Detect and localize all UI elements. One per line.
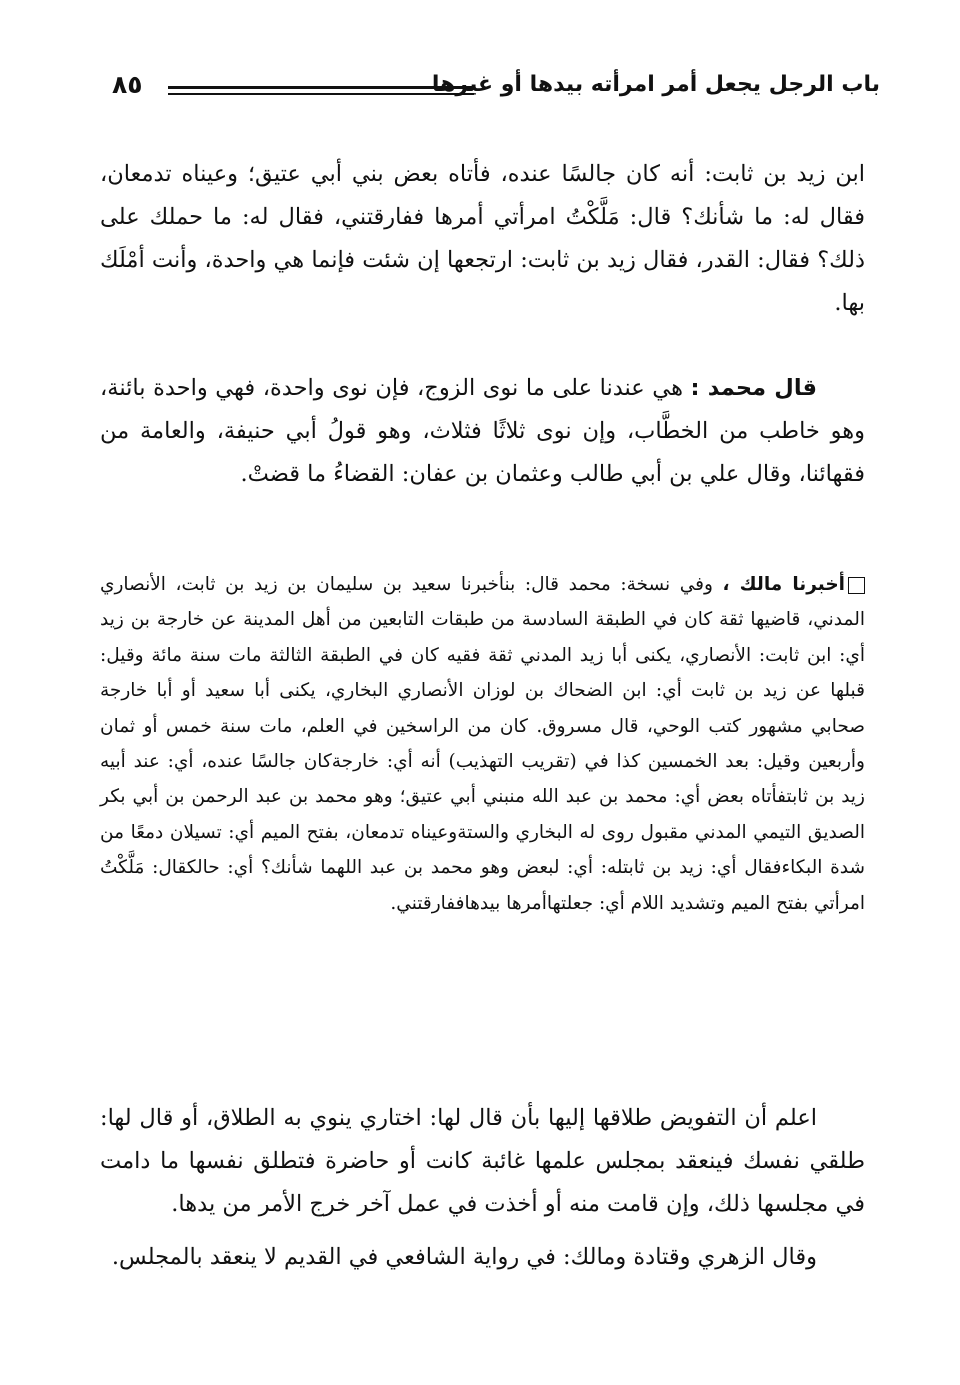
muhammad-opinion-text: هي عندنا على ما نوى الزوج، فإن نوى واحدة، فهي واحدة بائنة، وهو خاطب من الخطَّاب، وإن نوى ثلاثًا فثلاث، وهو قولُ أبي حنيفة، والعامة من فقهائنا، وقال علي بن أبي طالب وعثمان بن عفان: القضاءُ ما قضتْ. — [100, 375, 865, 487]
zuhri-text: وقال الزهري وقتادة ومالك: في رواية الشافعي في القديم لا ينعقد بالمجلس. — [111, 1244, 817, 1270]
tafwid-text: اعلم أن التفويض طلاقها إليها بأن قال لها: اختاري ينوي به الطلاق، أو قال لها: طلقي نفسك فينعقد بمجلس علمها غائبة كانت أو حاضرة فتطلق نفسها ما دامت في مجلسها ذلك، وإن قامت منه أو أخذت في عمل آخر خرج الأمر من يدها. — [100, 1105, 865, 1217]
header-rule — [168, 86, 474, 95]
hadith-text: ابن زيد بن ثابت: أنه كان جالسًا عنده، فأتاه بعض بني أبي عتيق؛ وعيناه تدمعان، فقال له: ما شأنك؟ قال: مَلَّكْتُ امرأتي أمرها ففارقتني، فقال له: ما حملك على ذلك؟ فقال: القدر، فقال زيد بن ثابت: ارتجعها إن شئت فإنما هي واحدة، وأنت أمْلَك بها. — [100, 161, 865, 316]
muhammad-lead: قال محمد : — [690, 375, 817, 401]
commentary-text: وفي نسخة: محمد قال: بنأخبرنا سعيد بن سليمان بن زيد بن ثابت، الأنصاري المدني، قاضيها ثقة كان في الطبقة السادسة من طبقات التابعين من أهل المدينة عن خارجة بن زيد أي: ابن ثابت: الأنصاري، يكنى أبا زيد المدني ثقة فقيه كان في الطبقة الثالثة مات سنة مائة وقيل: قبلها عن زيد بن ثابت أي: ابن الضحاك بن لوزان الأنصاري البخاري، يكنى أبا سعيد أو أبا خارجة صحابي مشهور كتب الوحي، قال مسروق. كان من الراسخين في العلم، مات سنة خمس أو ثمان وأربعين وقيل: بعد الخمسين كذا في (تقريب التهذيب) أنه أي: خارجةكان جالسًا عنده، أي: عند أبيه زيد بن ثابتفأتاه بعض أي: محمد بن عبد الله منبني أبي عتيق؛ وهو محمد بن عبد الرحمن بن أبي بكر الصديق التيمي المدني مقبول روى له البخاري والستةوعيناه تدمعان، بفتح الميم أي: تسيلان دمعًا من شدة البكاءفقال أي: زيد بن ثابتله: أي: لبعض وهو محمد بن عبد اللهما شأنك؟ أي: حالكقال: مَلَّكْتُ امرأتي بفتح الميم وتشديد اللام أي: جعلتهاأمرها بيدهاففارقتني. — [100, 574, 865, 914]
page-number: ٨٥ — [112, 70, 143, 99]
page-header — [100, 70, 880, 110]
tafwid-paragraph — [100, 1097, 865, 1226]
hadith-text-paragraph — [100, 153, 865, 325]
commentary-paragraph — [100, 567, 865, 921]
zuhri-paragraph — [100, 1236, 865, 1279]
section-box-marker — [848, 577, 865, 594]
muhammad-opinion-paragraph — [100, 367, 865, 496]
commentary-lead: أخبرنا مالك ، — [722, 574, 845, 595]
running-title: باب الرجل يجعل أمر امرأته بيدها أو غيرها — [431, 72, 880, 97]
